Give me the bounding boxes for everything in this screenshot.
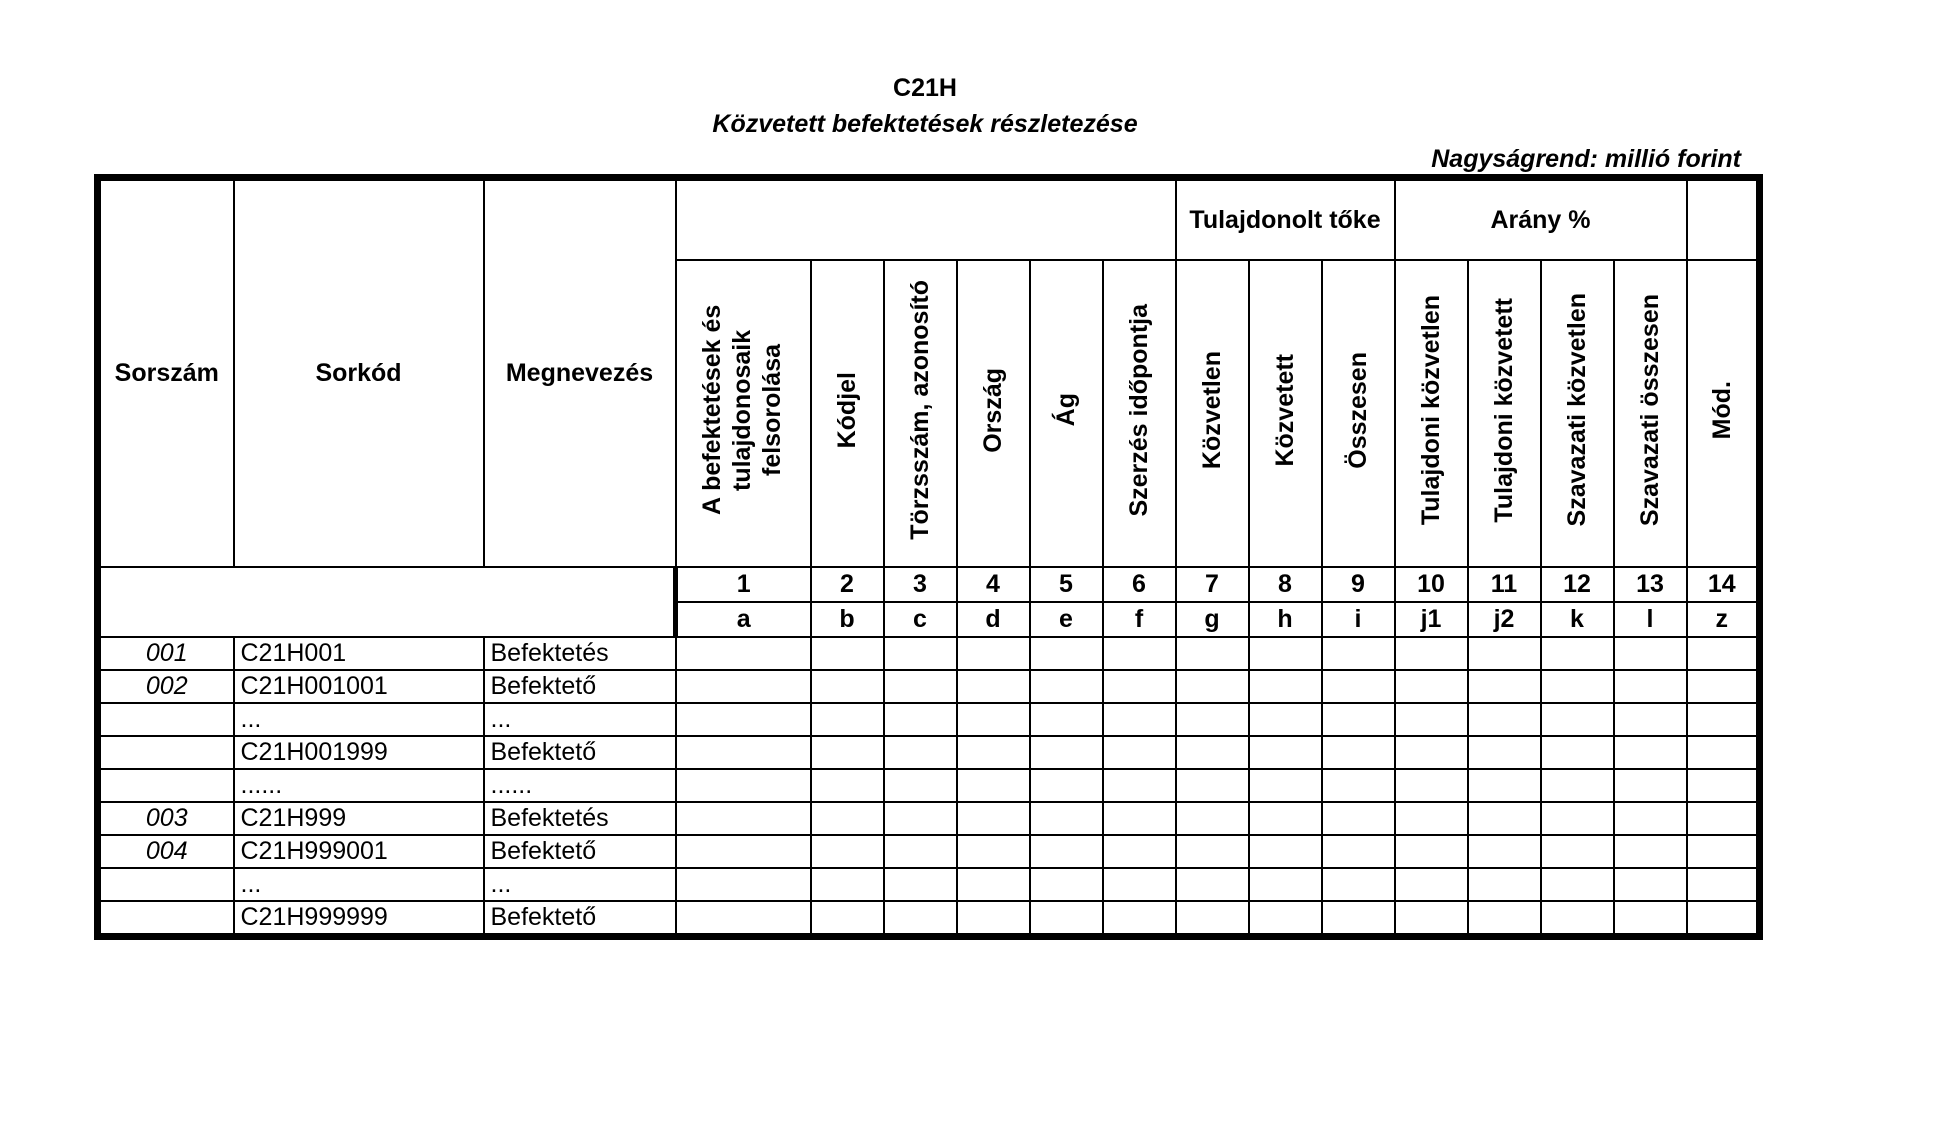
form-code-title: C21H [893,74,957,102]
column-header-label: Törzsszám, azonosító [906,280,934,540]
column-number: 8 [1249,567,1322,602]
header-group-arany: Arány % [1395,178,1687,261]
data-cell[interactable] [1468,835,1541,868]
column-header-3 [884,260,957,567]
data-cell[interactable] [1468,769,1541,802]
data-cell[interactable] [1176,901,1249,937]
column-number: 4 [957,567,1030,602]
data-cell[interactable] [1322,769,1395,802]
column-letter: j2 [1468,602,1541,637]
data-cell[interactable] [811,736,884,769]
data-cell[interactable] [884,637,957,670]
column-header-9 [1322,260,1395,567]
data-cell[interactable] [1249,703,1322,736]
column-number: 10 [1395,567,1468,602]
row-name: Befektető [484,835,676,868]
data-cell[interactable] [1249,868,1322,901]
data-cell[interactable] [884,868,957,901]
column-number: 3 [884,567,957,602]
data-cell[interactable] [1249,769,1322,802]
data-cell[interactable] [1541,670,1614,703]
column-letter: f [1103,602,1176,637]
data-cell[interactable] [1468,736,1541,769]
data-cell[interactable] [811,637,884,670]
row-name: ... [484,868,676,901]
data-cell[interactable] [1176,769,1249,802]
data-cell[interactable] [811,670,884,703]
data-cell[interactable] [676,703,811,736]
column-header-label: Szerzés időpontja [1125,303,1153,517]
data-cell[interactable] [1614,901,1687,937]
data-cell[interactable] [1687,868,1760,901]
data-cell[interactable] [1249,670,1322,703]
data-cell[interactable] [1687,802,1760,835]
column-header-5 [1030,260,1103,567]
header-blank-group [676,178,1176,261]
data-cell[interactable] [1322,703,1395,736]
data-cell[interactable] [1176,835,1249,868]
data-cell[interactable] [676,901,811,937]
data-cell[interactable] [1687,769,1760,802]
data-cell[interactable] [884,736,957,769]
data-cell[interactable] [1541,802,1614,835]
data-cell[interactable] [957,637,1030,670]
data-cell[interactable] [811,901,884,937]
data-cell[interactable] [1395,802,1468,835]
data-cell[interactable] [884,769,957,802]
data-cell[interactable] [1176,670,1249,703]
table-row [98,901,1760,937]
column-number: 11 [1468,567,1541,602]
data-cell[interactable] [1541,901,1614,937]
row-number: 004 [98,835,234,868]
data-cell[interactable] [957,670,1030,703]
column-header-10 [1395,260,1468,567]
data-cell[interactable] [957,835,1030,868]
data-cell[interactable] [811,703,884,736]
column-header-label: Mód. [1707,380,1736,440]
column-number: 14 [1687,567,1760,602]
data-cell[interactable] [1614,736,1687,769]
column-letter: e [1030,602,1103,637]
column-header-11 [1468,260,1541,567]
form-table [94,174,1763,940]
table-row [98,868,1760,901]
data-cell[interactable] [1030,670,1103,703]
data-cell[interactable] [884,802,957,835]
data-cell[interactable] [1030,637,1103,670]
data-cell[interactable] [1322,901,1395,937]
row-name: Befektetés [484,802,676,835]
column-header-label: A befektetések és tulajdonosaik felsorolása [698,304,786,516]
row-name: ...... [484,769,676,802]
row-number: 001 [98,637,234,670]
data-cell[interactable] [1176,868,1249,901]
data-cell[interactable] [1687,703,1760,736]
data-cell[interactable] [1395,868,1468,901]
data-cell[interactable] [1468,637,1541,670]
column-header-label: Kódjel [833,371,861,449]
row-code: C21H999 [234,802,484,835]
data-cell[interactable] [676,802,811,835]
column-number: 5 [1030,567,1103,602]
row-number: 003 [98,802,234,835]
data-cell[interactable] [1103,736,1176,769]
column-letter: h [1249,602,1322,637]
data-cell[interactable] [676,868,811,901]
data-cell[interactable] [884,835,957,868]
column-letter: k [1541,602,1614,637]
column-header-7 [1176,260,1249,567]
data-cell[interactable] [1395,637,1468,670]
table-row [98,736,1760,769]
data-cell[interactable] [1249,736,1322,769]
row-number [98,736,234,769]
row-code: C21H999001 [234,835,484,868]
data-cell[interactable] [811,802,884,835]
row-code: C21H001999 [234,736,484,769]
data-cell[interactable] [1322,670,1395,703]
data-cell[interactable] [1322,868,1395,901]
data-cell[interactable] [1541,736,1614,769]
unit-label: Nagyságrend: millió forint [1431,145,1741,173]
column-number: 2 [811,567,884,602]
row-code: ...... [234,769,484,802]
column-header-label: Szavazati közvetlen [1563,293,1591,527]
form-subtitle: Közvetett befektetések részletezése [712,110,1138,138]
row-code: C21H999999 [234,901,484,937]
column-letter: a [676,602,811,637]
data-cell[interactable] [957,769,1030,802]
data-cell[interactable] [676,637,811,670]
data-cell[interactable] [1395,736,1468,769]
column-letter: j1 [1395,602,1468,637]
data-cell[interactable] [1322,802,1395,835]
data-cell[interactable] [1614,868,1687,901]
data-cell[interactable] [1103,670,1176,703]
row-code: C21H001001 [234,670,484,703]
row-number [98,703,234,736]
data-cell[interactable] [1614,769,1687,802]
data-cell[interactable] [1614,703,1687,736]
column-header-label: Ország [979,367,1007,453]
column-header-label: Közvetett [1271,353,1299,467]
column-header-12 [1541,260,1614,567]
data-cell[interactable] [1687,670,1760,703]
data-cell[interactable] [676,670,811,703]
data-cell[interactable] [1103,769,1176,802]
row-code: C21H001 [234,637,484,670]
header-group-tulajdonolt: Tulajdonolt tőke [1176,178,1395,261]
column-header-label: Szavazati összesen [1636,293,1664,527]
data-cell[interactable] [1103,835,1176,868]
data-cell[interactable] [1541,835,1614,868]
data-cell[interactable] [957,868,1030,901]
column-letter: c [884,602,957,637]
column-header-2 [811,260,884,567]
column-letter: i [1322,602,1395,637]
table-row [98,703,1760,736]
column-letter: d [957,602,1030,637]
data-cell[interactable] [884,703,957,736]
data-cell[interactable] [957,901,1030,937]
header-left-spacer [98,567,676,637]
data-cell[interactable] [1614,835,1687,868]
data-cell[interactable] [1030,835,1103,868]
column-number: 6 [1103,567,1176,602]
data-cell[interactable] [1614,637,1687,670]
column-header-8 [1249,260,1322,567]
column-letter: b [811,602,884,637]
data-cell[interactable] [1249,901,1322,937]
header-blank-mod [1687,178,1760,261]
data-cell[interactable] [676,736,811,769]
data-cell[interactable] [811,769,884,802]
data-cell[interactable] [1176,703,1249,736]
data-cell[interactable] [1468,703,1541,736]
data-cell[interactable] [884,901,957,937]
data-cell[interactable] [957,736,1030,769]
row-name: Befektetés [484,637,676,670]
data-cell[interactable] [1176,802,1249,835]
column-number: 13 [1614,567,1687,602]
data-cell[interactable] [811,835,884,868]
data-cell[interactable] [1468,901,1541,937]
data-cell[interactable] [1468,868,1541,901]
data-cell[interactable] [1468,802,1541,835]
data-cell[interactable] [1614,670,1687,703]
data-cell[interactable] [1322,637,1395,670]
data-cell[interactable] [1030,802,1103,835]
header-megnevezes: Megnevezés [484,178,676,568]
data-cell[interactable] [1395,901,1468,937]
column-header-label: Összesen [1344,351,1372,469]
data-cell[interactable] [957,802,1030,835]
row-code: ... [234,703,484,736]
data-cell[interactable] [1030,868,1103,901]
table-row [98,670,1760,703]
row-code: ... [234,868,484,901]
table-row [98,802,1760,835]
data-cell[interactable] [1395,769,1468,802]
data-cell[interactable] [1541,868,1614,901]
column-number: 1 [676,567,811,602]
header-sorkod: Sorkód [234,178,484,568]
column-header-4 [957,260,1030,567]
data-cell[interactable] [1687,901,1760,937]
column-header-13 [1614,260,1687,567]
column-header-14 [1687,260,1760,567]
data-cell[interactable] [1176,736,1249,769]
column-header-label: Közvetlen [1198,350,1226,470]
column-number: 7 [1176,567,1249,602]
data-cell[interactable] [1468,670,1541,703]
data-cell[interactable] [676,769,811,802]
column-number: 9 [1322,567,1395,602]
column-number: 12 [1541,567,1614,602]
data-cell[interactable] [1395,835,1468,868]
table-row [98,769,1760,802]
table-row [98,637,1760,670]
table-row [98,835,1760,868]
data-cell[interactable] [1687,736,1760,769]
data-cell[interactable] [1395,703,1468,736]
data-cell[interactable] [1541,703,1614,736]
data-cell[interactable] [1322,736,1395,769]
row-name: Befektető [484,901,676,937]
column-header-label: Ág [1052,393,1080,427]
column-header-label: Tulajdoni közvetlen [1417,294,1445,526]
data-cell[interactable] [1687,637,1760,670]
data-cell[interactable] [1322,835,1395,868]
data-cell[interactable] [1103,868,1176,901]
data-cell[interactable] [1030,736,1103,769]
row-number [98,868,234,901]
column-header-6 [1103,260,1176,567]
data-cell[interactable] [1249,637,1322,670]
data-cell[interactable] [1103,901,1176,937]
data-cell[interactable] [1541,637,1614,670]
data-cell[interactable] [1249,835,1322,868]
data-cell[interactable] [1541,769,1614,802]
row-name: ... [484,703,676,736]
header-sorszam: Sorszám [98,178,234,568]
row-number: 002 [98,670,234,703]
data-cell[interactable] [1249,802,1322,835]
row-number [98,901,234,937]
column-header-label: Tulajdoni közvetett [1490,297,1518,523]
data-cell[interactable] [1687,835,1760,868]
row-name: Befektető [484,670,676,703]
data-cell[interactable] [676,835,811,868]
data-cell[interactable] [1030,703,1103,736]
column-letter: l [1614,602,1687,637]
data-cell[interactable] [811,868,884,901]
data-cell[interactable] [1030,901,1103,937]
data-cell[interactable] [1176,637,1249,670]
data-cell[interactable] [957,703,1030,736]
data-cell[interactable] [1103,637,1176,670]
data-cell[interactable] [1103,802,1176,835]
data-cell[interactable] [1395,670,1468,703]
data-cell[interactable] [1614,802,1687,835]
data-cell[interactable] [1103,703,1176,736]
column-header-1 [676,260,811,567]
row-name: Befektető [484,736,676,769]
row-number [98,769,234,802]
column-letter: z [1687,602,1760,637]
data-cell[interactable] [1030,769,1103,802]
column-letter: g [1176,602,1249,637]
data-cell[interactable] [884,670,957,703]
